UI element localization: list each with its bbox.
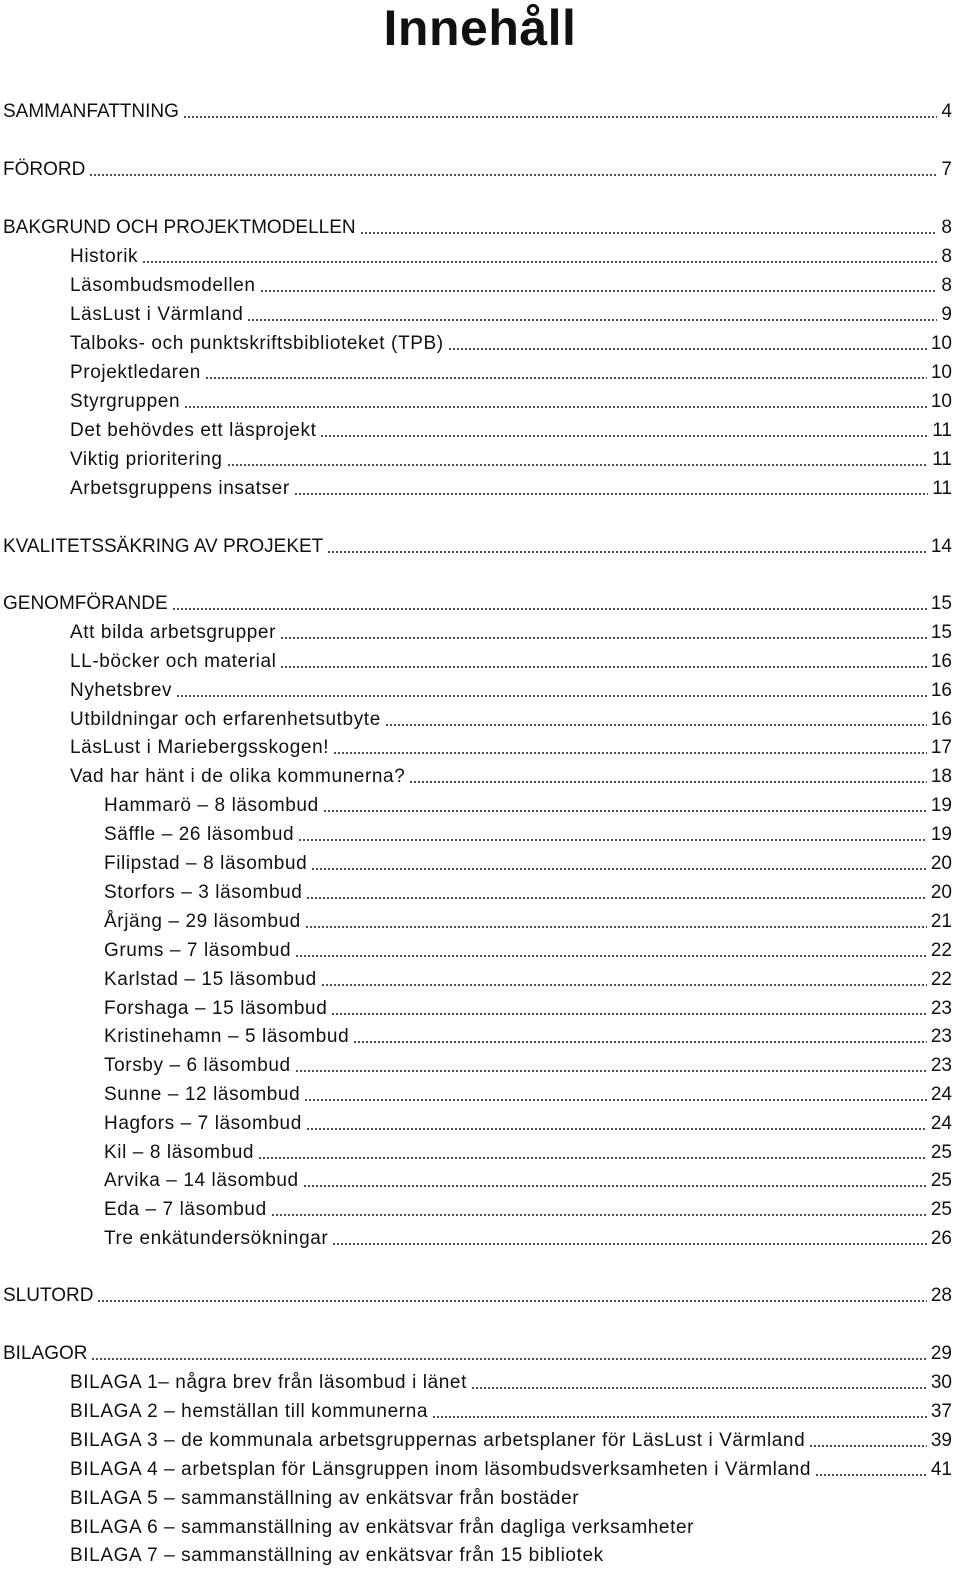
toc-entry[interactable]: [70, 1428, 952, 1454]
toc-entry-title: Talboks- och punktskriftsbiblioteket (TPB): [70, 333, 444, 354]
toc-entry-title: Läsombudsmodellen: [70, 275, 256, 296]
toc-dot-leader: [306, 896, 926, 900]
toc-entry[interactable]: [70, 1515, 952, 1541]
toc-entry-page: 9: [941, 304, 952, 325]
toc-entry-page: 41: [930, 1459, 952, 1480]
toc-entry-title: Eda – 7 läsombud: [104, 1199, 267, 1220]
toc-entry-title: LäsLust i Mariebergsskogen!: [70, 737, 330, 758]
toc-dot-leader: [271, 1213, 927, 1217]
toc-entry-page: 17: [930, 737, 952, 758]
toc-dot-leader: [183, 115, 937, 119]
toc-entry[interactable]: [70, 476, 952, 502]
toc-entry-page: 16: [930, 680, 952, 701]
toc-entry-page: 8: [941, 246, 952, 267]
toc-entry-page: 11: [932, 420, 952, 441]
toc-entry[interactable]: [104, 909, 952, 935]
toc-entry-title: FÖRORD: [3, 159, 86, 180]
toc-dot-leader: [258, 1156, 927, 1160]
toc-entry[interactable]: [3, 99, 952, 125]
toc-entry[interactable]: [70, 302, 952, 328]
toc-dot-leader: [320, 434, 928, 438]
toc-dot-leader: [280, 636, 927, 640]
toc-dot-leader: [471, 1386, 927, 1390]
toc-entry-title: LL-böcker och material: [70, 651, 277, 672]
toc-dot-leader: [448, 347, 927, 351]
toc-entry-title: LäsLust i Värmland: [70, 304, 244, 325]
toc-dot-leader: [295, 1069, 927, 1073]
toc-dot-leader: [304, 1098, 927, 1102]
toc-dot-leader: [280, 665, 926, 669]
toc-entry-page: 22: [930, 969, 952, 990]
toc-entry-page: 10: [930, 391, 952, 412]
toc-dot-leader: [432, 1415, 927, 1419]
toc-entry[interactable]: [104, 793, 952, 819]
toc-entry-title: Säffle – 26 läsombud: [104, 824, 295, 845]
toc-entry-title: Det behövdes ett läsprojekt: [70, 420, 317, 441]
toc-dot-leader: [303, 1184, 927, 1188]
toc-dot-leader: [360, 231, 938, 235]
toc-entry-page: 8: [941, 275, 952, 296]
toc-entry[interactable]: [3, 215, 952, 241]
toc-entry[interactable]: [104, 880, 952, 906]
toc-dot-leader: [295, 954, 927, 958]
toc-entry-page: 37: [930, 1401, 952, 1422]
toc-dot-leader: [353, 1040, 927, 1044]
toc-entry[interactable]: [70, 1457, 952, 1483]
toc-entry-page: 19: [930, 824, 952, 845]
toc-dot-leader: [294, 492, 929, 496]
toc-entry[interactable]: [70, 418, 952, 444]
toc-entry[interactable]: [70, 1370, 952, 1396]
toc-entry-title: Utbildningar och erfarenhetsutbyte: [70, 709, 381, 730]
toc-entry-page: 18: [930, 766, 952, 787]
toc-entry[interactable]: [104, 996, 952, 1022]
toc-entry-title: Sunne – 12 läsombud: [104, 1084, 301, 1105]
toc-entry[interactable]: [70, 273, 952, 299]
toc-entry[interactable]: [104, 1082, 952, 1108]
toc-dot-leader: [327, 550, 927, 554]
toc-dot-leader: [306, 1127, 927, 1131]
toc-entry-page: 10: [930, 333, 952, 354]
toc-entry[interactable]: [70, 244, 952, 270]
toc-entry-title: KVALITETSSÄKRING AV PROJEKET: [3, 536, 324, 557]
toc-entry[interactable]: [70, 1543, 952, 1569]
toc-entry[interactable]: [70, 764, 952, 790]
toc-entry-page: 16: [930, 709, 952, 730]
toc-entry[interactable]: [3, 1341, 952, 1367]
toc-entry[interactable]: [104, 1226, 952, 1252]
toc-dot-leader: [298, 838, 927, 842]
toc-entry-title: Historik: [70, 246, 139, 267]
toc-entry-title: SLUTORD: [3, 1285, 94, 1306]
toc-dot-leader: [176, 694, 927, 698]
toc-entry-title: Hagfors – 7 läsombud: [104, 1113, 302, 1134]
toc-entry-title: BILAGA 2 – hemställan till kommunerna: [70, 1401, 429, 1422]
toc-entry-page: 21: [930, 911, 952, 932]
toc-dot-leader: [227, 463, 929, 467]
toc-entry-title: Grums – 7 läsombud: [104, 940, 292, 961]
toc-entry[interactable]: [104, 851, 952, 877]
toc-entry[interactable]: [104, 1053, 952, 1079]
toc-entry-title: SAMMANFATTNING: [3, 101, 179, 122]
toc-entry[interactable]: [70, 620, 952, 646]
toc-entry-title: Arvika – 14 läsombud: [104, 1170, 299, 1191]
toc-dot-leader: [247, 318, 937, 322]
toc-entry[interactable]: [104, 938, 952, 964]
toc-dot-leader: [91, 1357, 926, 1361]
toc-entry-title: GENOMFÖRANDE: [3, 593, 168, 614]
toc-dot-leader: [385, 723, 927, 727]
toc-entry-title: Styrgruppen: [70, 391, 181, 412]
toc-entry-page: 20: [930, 882, 952, 903]
page-title: Innehåll: [383, 0, 577, 56]
toc-entry-page: 10: [930, 362, 952, 383]
toc-dot-leader: [311, 867, 927, 871]
toc-entry-title: Viktig prioritering: [70, 449, 223, 470]
toc-entry-title: BILAGOR: [3, 1343, 88, 1364]
toc-entry-page: 25: [930, 1170, 952, 1191]
toc-entry-page: 16: [930, 651, 952, 672]
toc-dot-leader: [331, 1012, 926, 1016]
toc-entry-title: BILAGA 7 – sammanställning av enkätsvar från 15 bibliotek: [70, 1545, 604, 1566]
toc-entry-title: Kristinehamn – 5 läsombud: [104, 1026, 350, 1047]
toc-entry-page: 19: [930, 795, 952, 816]
toc-entry-page: 20: [930, 853, 952, 874]
toc-entry-page: 8: [941, 217, 952, 238]
toc-entry[interactable]: [70, 1486, 952, 1512]
toc-entry-title: Forshaga – 15 läsombud: [104, 998, 328, 1019]
toc-entry[interactable]: [104, 1168, 952, 1194]
toc-dot-leader: [321, 983, 927, 987]
toc-entry-page: 26: [930, 1228, 952, 1249]
toc-entry-title: BILAGA 6 – sammanställning av enkätsvar från dagliga verksamheter: [70, 1517, 695, 1538]
toc-dot-leader: [815, 1473, 927, 1477]
toc-entry[interactable]: [70, 649, 952, 675]
toc-entry[interactable]: [3, 534, 952, 560]
toc-entry[interactable]: [104, 1111, 952, 1137]
toc-entry-title: Kil – 8 läsombud: [104, 1142, 255, 1163]
toc-entry-title: Tre enkätundersökningar: [104, 1228, 329, 1249]
toc-entry[interactable]: [104, 967, 952, 993]
toc-dot-leader: [142, 260, 937, 264]
toc-entry-page: 7: [941, 159, 952, 180]
toc-entry-title: Nyhetsbrev: [70, 680, 173, 701]
toc-entry[interactable]: [104, 1140, 952, 1166]
toc-entry-page: 30: [930, 1372, 952, 1393]
toc-entry[interactable]: [70, 678, 952, 704]
toc-entry-title: BILAGA 3 – de kommunala arbetsgruppernas arbetsplaner för LäsLust i Värmland: [70, 1430, 806, 1451]
toc-entry-page: 25: [930, 1199, 952, 1220]
toc-entry[interactable]: [3, 591, 952, 617]
toc-entry-title: Vad har hänt i de olika kommunerna?: [70, 766, 406, 787]
toc-entry[interactable]: [3, 1283, 952, 1309]
toc-entry-page: 24: [930, 1113, 952, 1134]
toc-entry-page: 28: [930, 1285, 952, 1306]
toc-entry[interactable]: [70, 707, 952, 733]
toc-entry[interactable]: [70, 447, 952, 473]
toc-entry-page: 25: [930, 1142, 952, 1163]
toc-entry[interactable]: [70, 1399, 952, 1425]
toc-entry-page: 11: [932, 449, 952, 470]
toc-dot-leader: [184, 405, 927, 409]
toc-entry-page: 23: [930, 1026, 952, 1047]
toc-entry-title: Arbetsgruppens insatser: [70, 478, 290, 499]
toc-entry-title: Årjäng – 29 läsombud: [104, 911, 301, 932]
toc-entry-title: Filipstad – 8 läsombud: [104, 853, 308, 874]
toc-entry-page: 29: [930, 1343, 952, 1364]
toc-entry-title: Karlstad – 15 läsombud: [104, 969, 317, 990]
toc-entry-page: 39: [930, 1430, 952, 1451]
toc-entry-title: BILAGA 1– några brev från läsombud i länet: [70, 1372, 467, 1393]
toc-dot-leader: [305, 925, 927, 929]
toc-entry-page: 23: [930, 998, 952, 1019]
toc-entry[interactable]: [70, 735, 952, 761]
toc-entry[interactable]: [70, 389, 952, 415]
toc-entry-page: 14: [930, 536, 952, 557]
toc-entry[interactable]: [104, 822, 952, 848]
toc-entry[interactable]: [104, 1197, 952, 1223]
toc-entry-page: 22: [930, 940, 952, 961]
toc-entry[interactable]: [70, 360, 952, 386]
toc-dot-leader: [809, 1444, 927, 1448]
toc-entry-title: BILAGA 4 – arbetsplan för Länsgruppen inom läsombudsverksamheten i Värmland: [70, 1459, 812, 1480]
toc-entry-page: 15: [930, 622, 952, 643]
toc-entry[interactable]: [70, 331, 952, 357]
toc-dot-leader: [89, 173, 937, 177]
toc-dot-leader: [260, 289, 938, 293]
toc-dot-leader: [409, 780, 926, 784]
toc-entry-title: Hammarö – 8 läsombud: [104, 795, 319, 816]
toc-entry-page: 24: [930, 1084, 952, 1105]
toc-entry-title: Storfors – 3 läsombud: [104, 882, 303, 903]
toc-entry-title: Torsby – 6 läsombud: [104, 1055, 291, 1076]
toc-entry-page: 23: [930, 1055, 952, 1076]
toc-entry-title: Att bilda arbetsgrupper: [70, 622, 277, 643]
toc-entry-title: Projektledaren: [70, 362, 201, 383]
toc-entry-title: BILAGA 5 – sammanställning av enkätsvar från bostäder: [70, 1488, 580, 1509]
toc-entry-title: BAKGRUND OCH PROJEKTMODELLEN: [3, 217, 356, 238]
toc-dot-leader: [333, 751, 927, 755]
toc-dot-leader: [172, 607, 927, 611]
toc-entry-page: 4: [941, 101, 952, 122]
toc-entry-page: 11: [932, 478, 952, 499]
toc-entry[interactable]: [104, 1024, 952, 1050]
toc-dot-leader: [323, 809, 927, 813]
toc-dot-leader: [205, 376, 927, 380]
toc-entry-page: 15: [930, 593, 952, 614]
toc-dot-leader: [97, 1299, 926, 1303]
toc-dot-leader: [332, 1242, 927, 1246]
toc-entry[interactable]: [3, 157, 952, 183]
